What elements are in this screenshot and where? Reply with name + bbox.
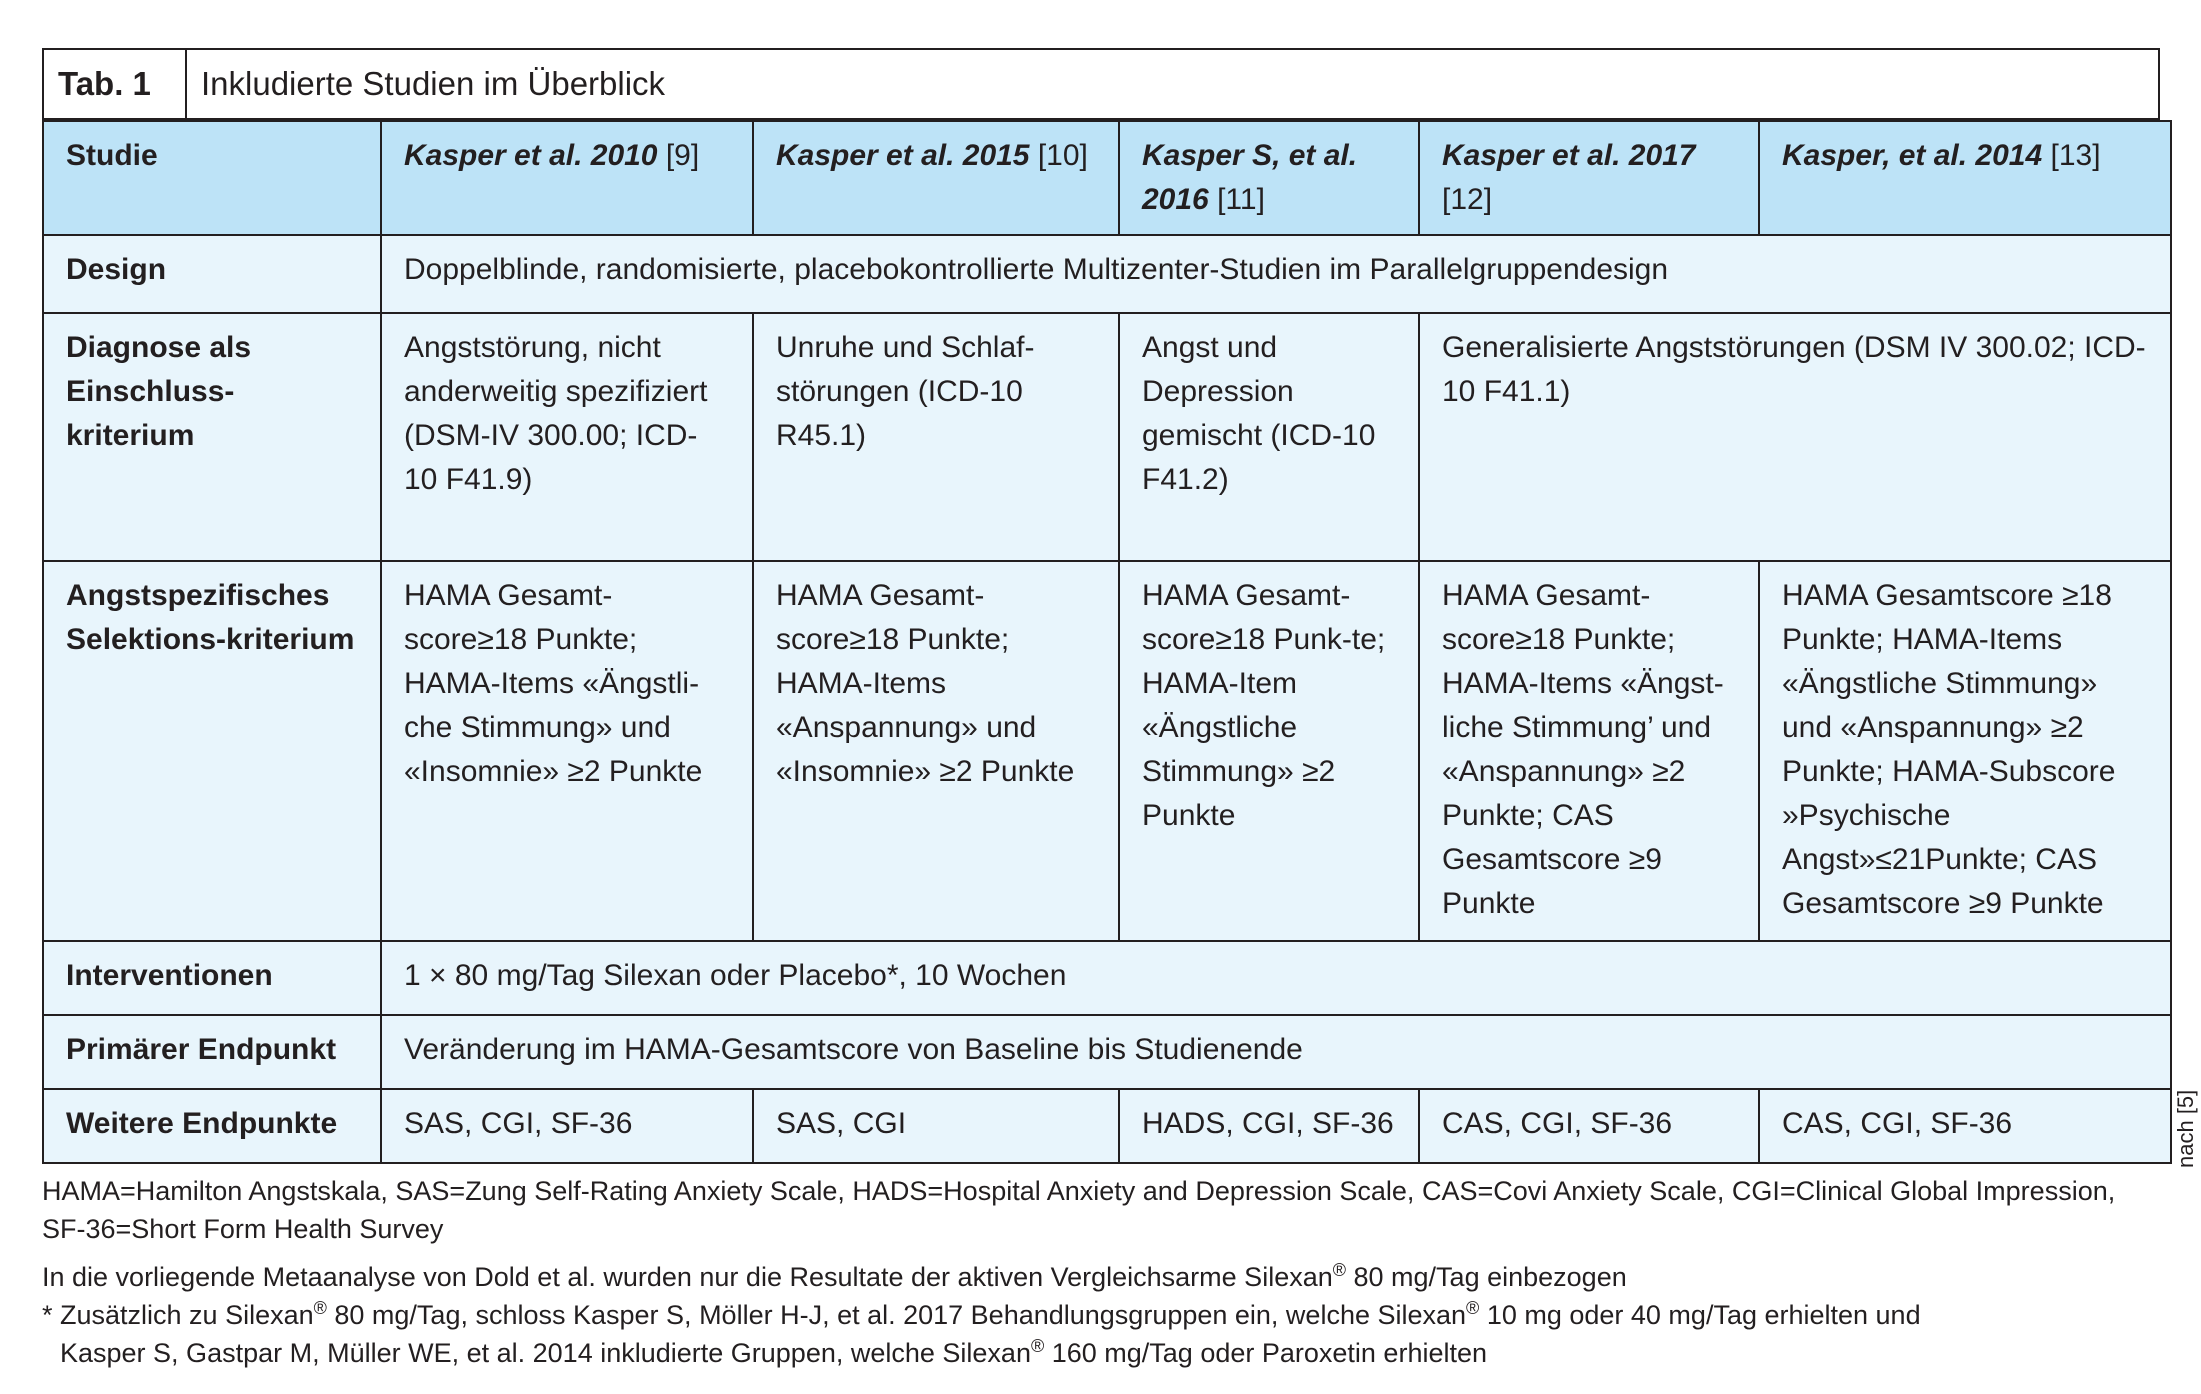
- table-cell: HAMA Gesamt-score≥18 Punk-te; HAMA-Item «Ängstliche Stimmung» ≥2 Punkte: [1119, 561, 1419, 941]
- table-cell: HAMA Gesamtscore ≥18 Punkte; HAMA-Items «Ängstliche Stimmung» und «Anspannung» ≥2 Punkte; HAMA-Subscore »Psychische Angst»≤21Punkte; CAS Gesamtscore ≥9 Punkte: [1759, 561, 2171, 941]
- table-cell: SAS, CGI: [753, 1089, 1119, 1163]
- study-name: Kasper et al. 2015: [776, 139, 1030, 172]
- table-cell: Unruhe und Schlaf-störungen (ICD-10 R45.1): [753, 313, 1119, 561]
- registered-mark: ®: [313, 1298, 327, 1318]
- table-cell: HAMA Gesamt-score≥18 Punkte; HAMA-Items «Ängst-liche Stimmung’ und «Anspannung» ≥2 Punkte; CAS Gesamtscore ≥9 Punkte: [1419, 561, 1759, 941]
- study-ref: [11]: [1217, 183, 1265, 216]
- design-row: [43, 235, 2171, 313]
- study-header: [1119, 121, 1419, 235]
- study-header: [1419, 121, 1759, 235]
- diagnose-row: [43, 313, 2171, 561]
- registered-mark: ®: [1466, 1298, 1480, 1318]
- selektion-row: [43, 561, 2171, 941]
- asterisk-note: * Zusätzlich zu Silexan® 80 mg/Tag, schloss Kasper S, Möller H-J, et al. 2017 Behandlungsgruppen ein, welche Silexan® 10 mg oder 40 mg/Tag erhielten und: [42, 1298, 1921, 1330]
- study-ref: [9]: [665, 139, 700, 172]
- table-title-bar: [42, 48, 2160, 120]
- weitere-row: [43, 1089, 2171, 1163]
- row-label: Primärer Endpunkt: [43, 1015, 381, 1089]
- table-cell: HADS, CGI, SF-36: [1119, 1089, 1419, 1163]
- table-cell: HAMA Gesamt-score≥18 Punkte; HAMA-Items «Anspannung» und «Insomnie» ≥2 Punkte: [753, 561, 1119, 941]
- study-ref: [12]: [1442, 183, 1493, 216]
- table-cell: Veränderung im HAMA-Gesamtscore von Baseline bis Studienende: [381, 1015, 2171, 1089]
- table-title: Inkludierte Studien im Überblick: [201, 65, 666, 102]
- table-cell: 1 × 80 mg/Tag Silexan oder Placebo*, 10 Wochen: [381, 941, 2171, 1015]
- study-header: [381, 121, 753, 235]
- study-header: [1759, 121, 2171, 235]
- study-name: Kasper et al. 2010: [404, 139, 658, 172]
- study-ref: [10]: [1037, 139, 1088, 172]
- header-row: [43, 121, 2171, 235]
- table-cell: Doppelblinde, randomisierte, placebokontrollierte Multizenter-Studien im Parallelgruppendesign: [381, 235, 2171, 313]
- study-ref: [13]: [2050, 139, 2101, 172]
- row-label: Weitere Endpunkte: [43, 1089, 381, 1163]
- registered-mark: ®: [1332, 1260, 1347, 1280]
- table-cell: SAS, CGI, SF-36: [381, 1089, 753, 1163]
- studies-table: [42, 120, 2172, 1164]
- table-cell: HAMA Gesamt-score≥18 Punkte; HAMA-Items «Ängstli-che Stimmung» und «Insomnie» ≥2 Punkte: [381, 561, 753, 941]
- registered-mark: ®: [1030, 1336, 1045, 1356]
- study-name: Kasper S, et al. 2016: [1142, 139, 1358, 216]
- meta-analysis-note: In die vorliegende Metaanalyse von Dold et al. wurden nur die Resultate der aktiven Vergleichsarme Silexan® 80 mg/Tag einbezogen: [42, 1260, 1627, 1292]
- row-label: Interventionen: [43, 941, 381, 1015]
- table-cell: CAS, CGI, SF-36: [1419, 1089, 1759, 1163]
- study-name: Kasper, et al. 2014: [1782, 139, 2043, 172]
- table-cell: CAS, CGI, SF-36: [1759, 1089, 2171, 1163]
- table-cell: Angststörung, nicht anderweitig spezifiziert (DSM-IV 300.00; ICD-10 F41.9): [381, 313, 753, 561]
- row-label: Angstspezifisches Selektions-kriterium: [43, 561, 381, 941]
- interventionen-row: [43, 941, 2171, 1015]
- study-header: [753, 121, 1119, 235]
- abbreviation-note: HAMA=Hamilton Angstskala, SAS=Zung Self-Rating Anxiety Scale, HADS=Hospital Anxiety and Depression Scale, CAS=Covi Anxiety Scale, CGI=Clinical Global Impression, SF-36=Short Form Health Survey: [42, 1176, 2116, 1244]
- source-note: nach [5]: [2173, 1089, 2198, 1168]
- row-label: Diagnose als Einschluss-kriterium: [43, 313, 381, 561]
- header-label: Studie: [43, 121, 381, 235]
- row-label: Design: [43, 235, 381, 313]
- table-cell: Angst und Depression gemischt (ICD-10 F41.2): [1119, 313, 1419, 561]
- table-cell: Generalisierte Angststörungen (DSM IV 300.02; ICD-10 F41.1): [1419, 313, 2171, 561]
- table-number: Tab. 1: [44, 50, 187, 118]
- asterisk-note-continued: Kasper S, Gastpar M, Müller WE, et al. 2014 inkludierte Gruppen, welche Silexan® 160 mg/Tag oder Paroxetin erhielten: [60, 1336, 1488, 1368]
- primaer-row: [43, 1015, 2171, 1089]
- study-name: Kasper et al. 2017: [1442, 139, 1696, 172]
- footnotes: [42, 1172, 2162, 1372]
